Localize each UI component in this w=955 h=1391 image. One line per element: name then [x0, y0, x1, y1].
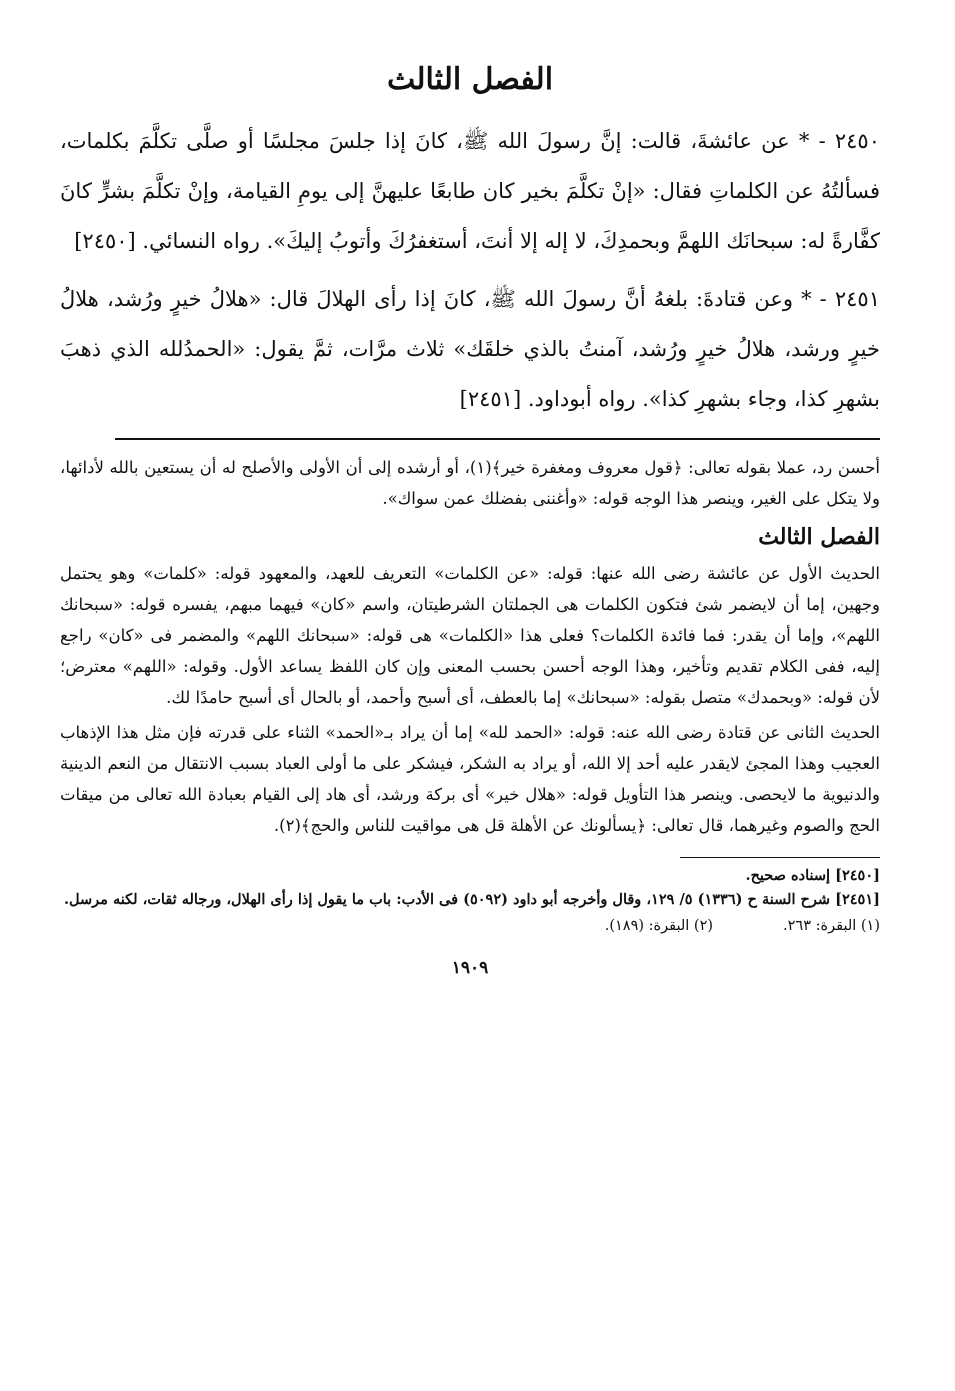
footnote-2450: [٢٤٥٠] إسناده صحيح.: [745, 867, 880, 884]
commentary-section-title: الفصل الثالث: [758, 524, 880, 550]
section-divider: [115, 438, 880, 440]
commentary-intro: أحسن رد، عملا بقوله تعالى: ﴿قول معروف ومغفرة خير﴾(١)، أو أرشده إلى أن الأولى والأصلح له أن يستعين بالله لأدائها، ولا يتكل على الغير، وينصر هذا الوجه قوله: «وأغننى بفضلك عمن سواك».: [60, 458, 880, 508]
reference-2: (٢) البقرة: (١٨٩).: [604, 918, 714, 934]
page: [60, 30, 880, 978]
footnote-divider: [680, 857, 880, 858]
footnotes: [60, 864, 880, 912]
quran-references: [60, 914, 880, 938]
hadith-2451: ٢٤٥١ - * وعن قتادةَ: بلغهُ أنَّ رسولَ الله ﷺ، كانَ إذا رأى الهلالَ قال: «هلالُ خيرٍ ورُشد، هلالُ خيرٍ ورشد، هلالُ خيرٍ ورُشد، آمنتُ بالذي خلقَك» ثلاث مرَّات، ثمَّ يقول: «الحمدُلله الذي ذهبَ بشهرِ كذا، وجاء بشهرِ كذا». رواه أبوداود. [٢٤٥١]: [60, 287, 880, 411]
footnote-2451: [٢٤٥١] شرح السنة ح (١٣٣٦) ٥/ ١٢٩، وقال وأخرجه أبو داود (٥٠٩٢) فى الأدب: باب ما يقول إذا رأى الهلال، ورجاله ثقات، لكنه مرسل.: [63, 891, 880, 908]
page-number: ١٩٠٩: [451, 958, 489, 978]
commentary: [60, 452, 880, 841]
commentary-paragraph-2: الحديث الثانى عن قتادة رضى الله عنه: قوله: «الحمد لله» إما أن يراد بـ«الحمد» الثناء على قدرته فإن مثل هذا الإذهاب العجيب وهذا المجئ لايقدر عليه أحد إلا الله، أو يراد به الشكر، فيشكر على ما أولى العباد بسبب الانتقال من النعم الدينية والدنيوية ما لايحصى. وينصر هذا التأويل قوله: «هلال خير» أى بركة ورشد، أى هاد إلى القيام بعبادة الله تعالى من ميقات الحج والصوم وغيرهما، قال تعالى: ﴿يسألونك عن الأهلة قل هى مواقيت للناس والحج﴾(٢).: [60, 723, 880, 835]
reference-1: (١) البقرة: ٢٦٣.: [783, 918, 880, 934]
commentary-paragraph-1: الحديث الأول عن عائشة رضى الله عنها: قوله: «عن الكلمات» التعريف للعهد، والمعهود قوله: «كلمات» وهو يحتمل وجهين، إما أن لايضمر شئ فتكون الكلمات هى الجملتان الشرطيتان، واسم «كان» فيهما مبهم، يفسره قوله: «سبحانك اللهم»، وإما أن يقدر: فما فائدة الكلمات؟ فعلى هذا «الكلمات» هى قوله: «سبحانك اللهم» والمضمر فى «كان» راجع إليه، ففى الكلام تقديم وتأخير، وهذا الوجه أحسن بحسب المعنى وإن كان اللفظ يساعد الأول. وقوله: «اللهم» معترض؛ لأن قوله: «وبحمدك» متصل بقوله: «سبحانك» إما بالعطف، أى أسبح وأحمد، أو بالحال أى أسبح حامدًا لك.: [60, 564, 880, 707]
hadith-2450: ٢٤٥٠ - * عن عائشةَ، قالت: إنَّ رسولَ الله ﷺ، كانَ إذا جلسَ مجلسًا أو صلَّى تكلَّمَ بكلمات، فسألتُهُ عن الكلماتِ فقال: «إنْ تكلَّمَ بخير كان طابعًا عليهنَّ إلى يومِ القيامة، وإنْ تكلَّمَ بشرٍّ كانَ كفَّارةً له: سبحانَك اللهمَّ وبحمدِكَ، لا إله إلا أنتَ، أستغفرُكَ وأتوبُ إليكَ». رواه النسائي. [٢٤٥٠]: [60, 129, 880, 253]
chapter-title: الفصل الثالث: [386, 62, 554, 97]
